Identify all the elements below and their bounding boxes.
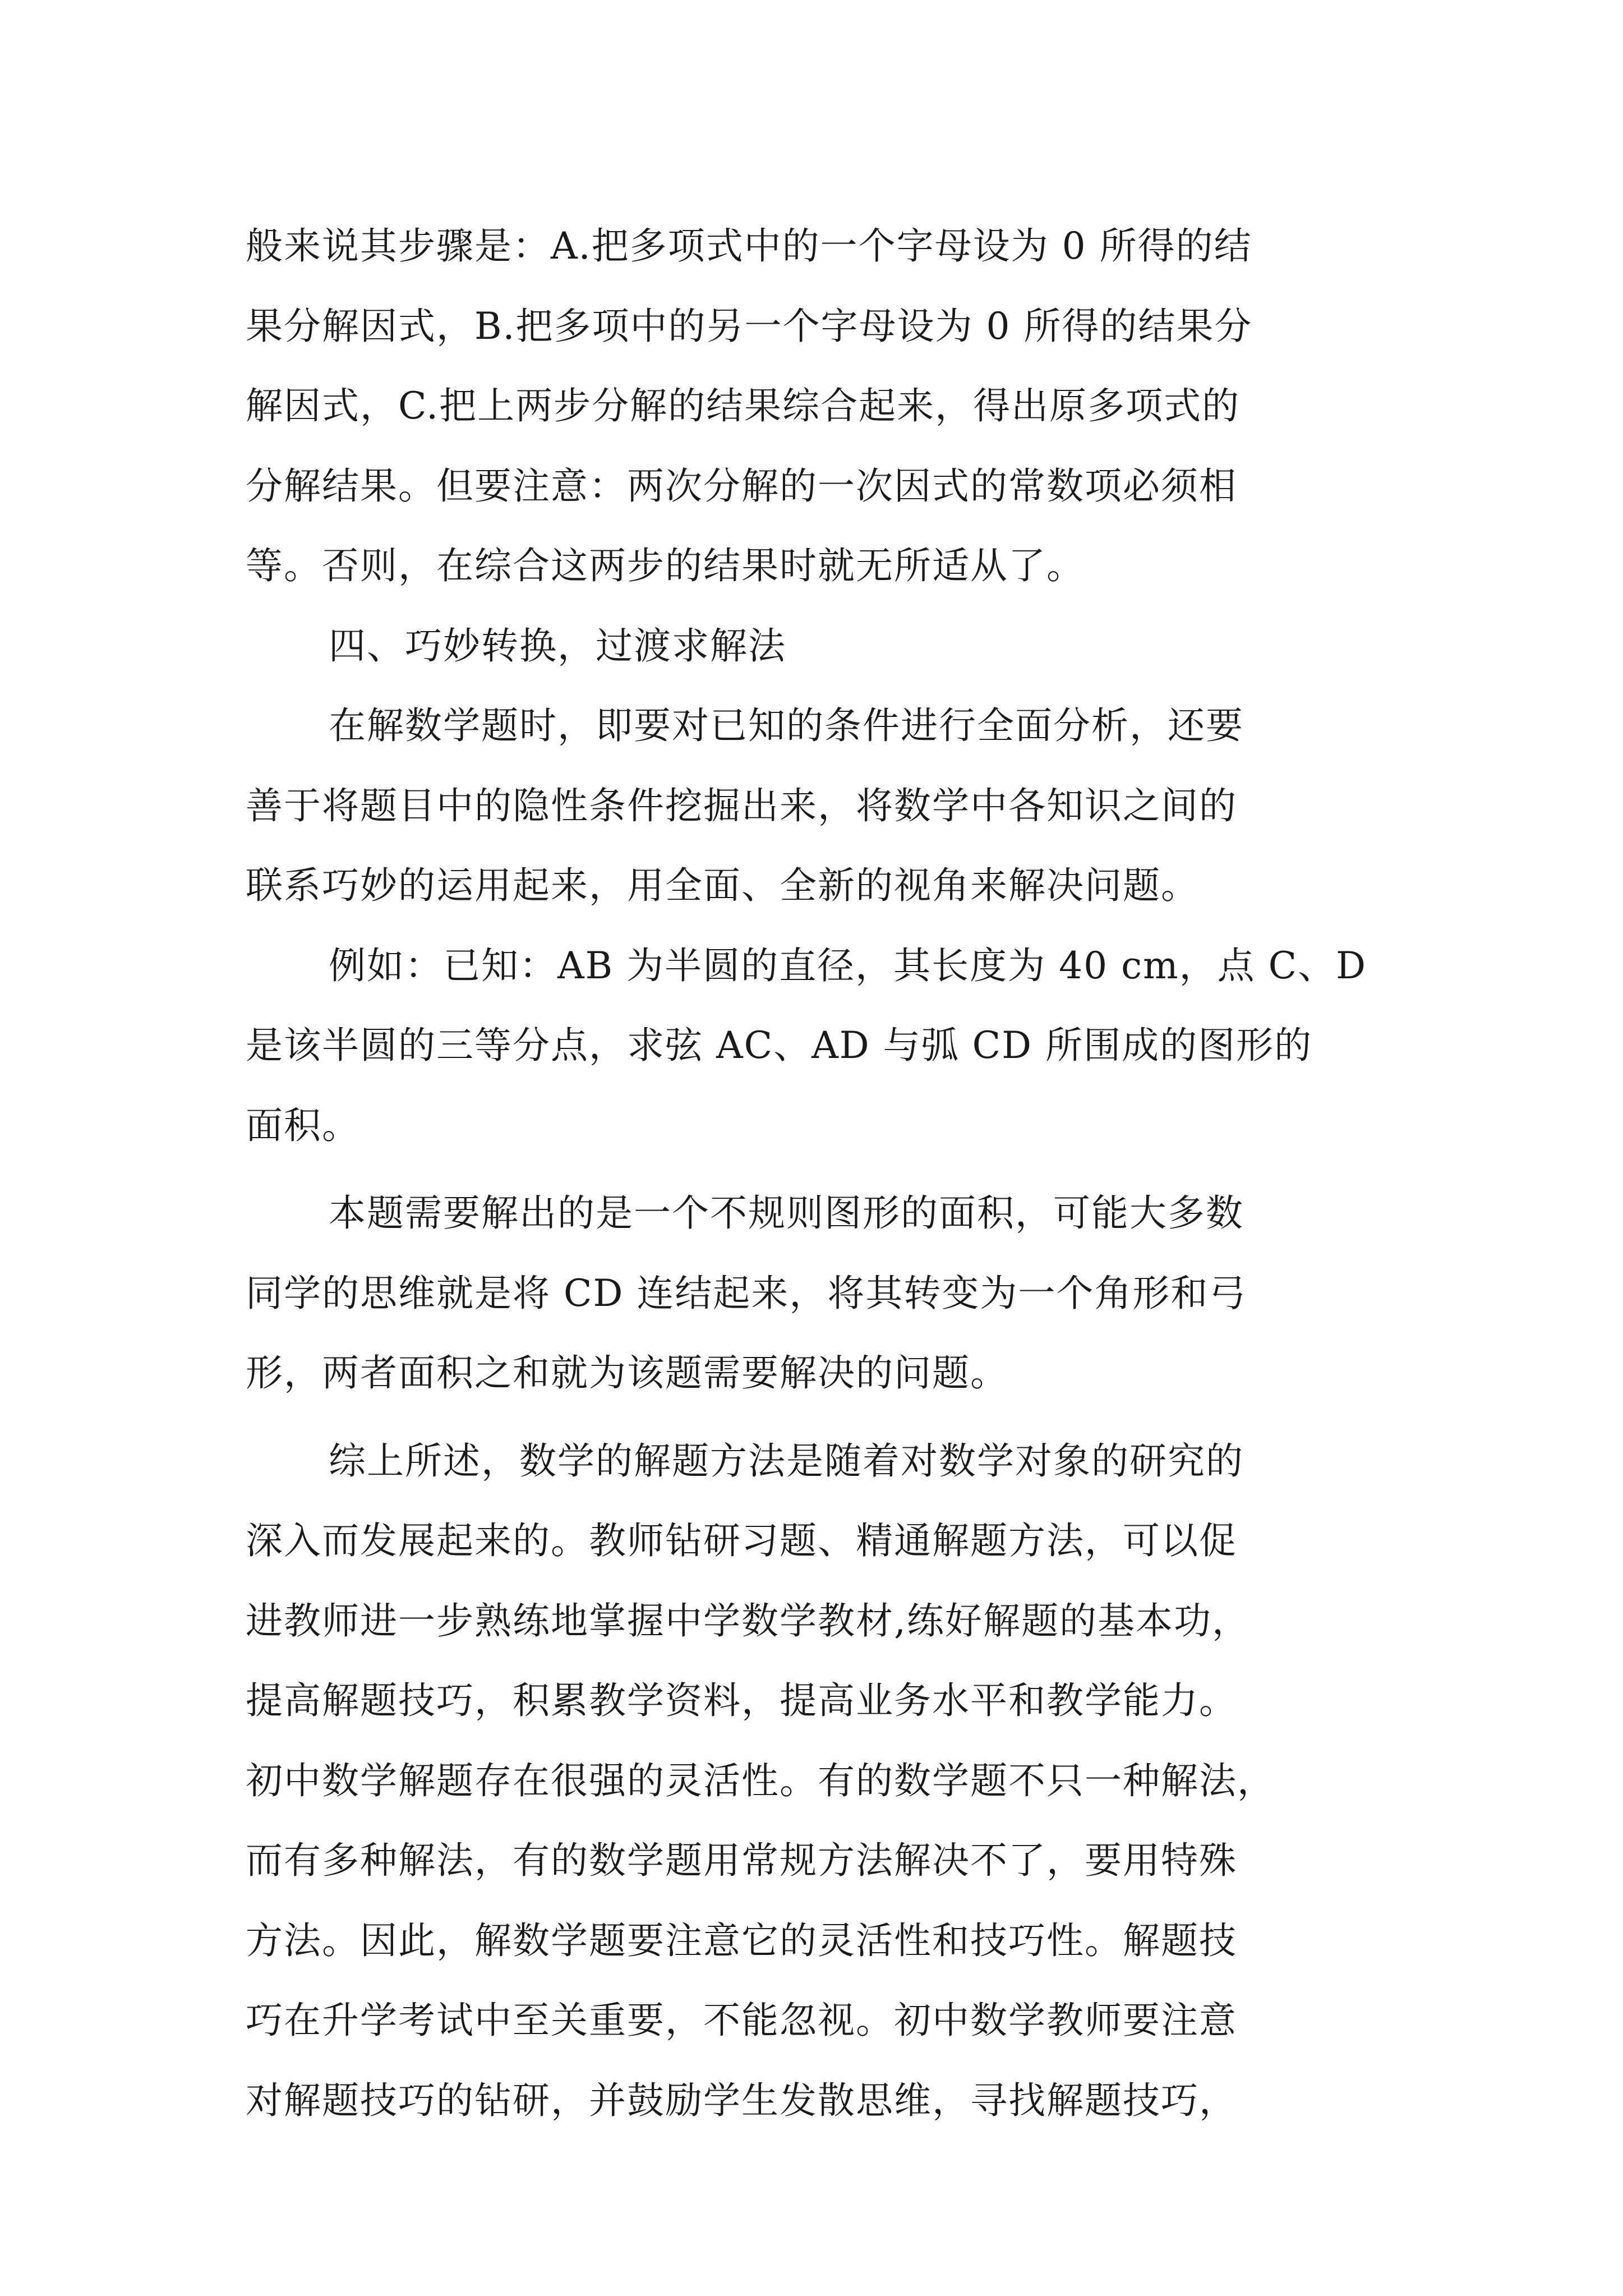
text-line: 例如：已知：AB 为半圆的直径，其长度为 40 cm，点 C、D <box>329 944 1367 987</box>
text-line: 联系巧妙的运用起来，用全面、全新的视角来解决问题。 <box>246 864 1199 907</box>
paragraph-gap <box>246 1414 1446 1421</box>
text-line: 提高解题技巧，积累教学资料，提高业务水平和教学能力。 <box>246 1679 1237 1722</box>
text-line: 初中数学解题存在很强的灵活性。有的数学题不只一种解法， <box>246 1759 1275 1802</box>
text-line: 进教师进一步熟练地掌握中学数学教材,练好解题的基本功， <box>246 1599 1250 1642</box>
text-line: 果分解因式，B.把多项中的另一个字母设为 0 所得的结果分 <box>246 304 1253 348</box>
text-line: 方法。因此，解数学题要注意它的灵活性和技巧性。解题技 <box>246 1918 1237 1962</box>
body-text <box>246 206 1446 2141</box>
text-line: 同学的思维就是将 CD 连结起来，将其转变为一个角形和弓 <box>246 1271 1247 1315</box>
text-line: 是该半圆的三等分点，求弦 AC、AD 与弧 CD 所围成的图形的 <box>246 1024 1313 1067</box>
text-line: 分解结果。但要注意：两次分解的一次因式的常数项必须相 <box>246 464 1237 508</box>
text-line: 等。否则，在综合这两步的结果时就无所适从了。 <box>246 544 1085 587</box>
text-line: 般来说其步骤是：A.把多项式中的一个字母设为 0 所得的结 <box>246 224 1252 268</box>
text-line: 对解题技巧的钻研，并鼓励学生发散思维，寻找解题技巧， <box>246 2078 1237 2122</box>
text-line: 巧在升学考试中至关重要，不能忽视。初中数学教师要注意 <box>246 1999 1237 2042</box>
text-line: 形，两者面积之和就为该题需要解决的问题。 <box>246 1351 1008 1395</box>
text-line: 本题需要解出的是一个不规则图形的面积，可能大多数 <box>329 1191 1244 1235</box>
text-line: 而有多种解法，有的数学题用常规方法解决不了，要用特殊 <box>246 1839 1237 1882</box>
text-line: 在解数学题时，即要对已知的条件进行全面分析，还要 <box>329 704 1244 747</box>
text-line: 面积。 <box>246 1103 360 1147</box>
text-line: 深入而发展起来的。教师钻研习题、精通解题方法，可以促 <box>246 1519 1237 1562</box>
paragraph-gap <box>246 1166 1446 1174</box>
text-line: 善于将题目中的隐性条件挖掘出来，将数学中各知识之间的 <box>246 784 1237 827</box>
section-heading: 四、巧妙转换，过渡求解法 <box>329 624 786 668</box>
text-line: 解因式，C.把上两步分解的结果综合起来，得出原多项式的 <box>246 384 1241 427</box>
text-line: 综上所述，数学的解题方法是随着对数学对象的研究的 <box>329 1439 1244 1483</box>
